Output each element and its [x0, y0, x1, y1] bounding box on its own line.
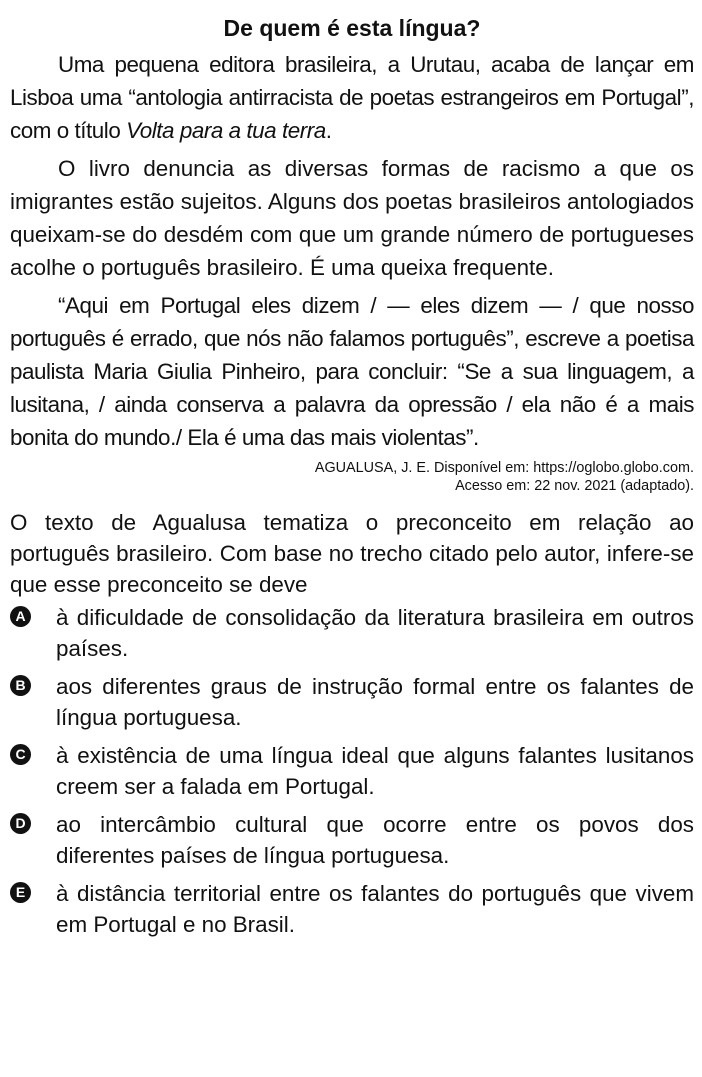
option-a-letter-icon: A — [10, 606, 31, 627]
exam-question-page — [10, 0, 694, 947]
book-title: Volta para a tua terra — [126, 118, 326, 143]
option-c-letter-icon: C — [10, 744, 31, 765]
source-line-1: AGUALUSA, J. E. Disponível em: https://oglobo.globo.com. — [314, 460, 694, 476]
option-c[interactable] — [10, 740, 694, 802]
paragraph-1 — [10, 48, 694, 147]
option-e[interactable] — [10, 878, 694, 940]
option-d-text: ao intercâmbio cultural que ocorre entre os povos dos diferentes países de língua portuguesa. — [56, 812, 694, 868]
paragraph-2: O livro denuncia as diversas formas de racismo a que os imigrantes estão sujeitos. Alguns dos poetas brasileiros antologiados queixam-se do desdém com que um grande número de portugueses acolhe o português brasileiro. É uma queixa frequente. — [10, 156, 694, 280]
paragraph-1-text-before: Uma pequena editora brasileira, a Urutau, acaba de lançar em Lisboa uma “antologia antirracista de poetas estrangeiros em Portugal”, com o título — [10, 52, 694, 143]
option-b-letter-icon: B — [10, 675, 31, 696]
option-a-text: à dificuldade de consolidação da literatura brasileira em outros países. — [56, 605, 694, 661]
option-b[interactable] — [10, 671, 694, 733]
paragraph-3: “Aqui em Portugal eles dizem / — eles dizem — / que nosso português é errado, que nós não falamos português”, escreve a poetisa paulista Maria Giulia Pinheiro, para concluir: “Se a sua linguagem, a lusitana, / ainda conserva a palavra da opressão / ela não é a mais bonita do mundo./ Ela é uma das mais violentas”. — [10, 293, 694, 450]
option-b-text: aos diferentes graus de instrução formal entre os falantes de língua portuguesa. — [56, 674, 694, 730]
option-c-text: à existência de uma língua ideal que alguns falantes lusitanos creem ser a falada em Portugal. — [56, 743, 694, 799]
option-a[interactable] — [10, 602, 694, 664]
answer-options — [10, 602, 694, 940]
question-stem: O texto de Agualusa tematiza o preconceito em relação ao português brasileiro. Com base no trecho citado pelo autor, infere-se que esse preconceito se deve — [10, 510, 694, 597]
option-e-text: à distância territorial entre os falantes do português que vivem em Portugal e no Brasil. — [56, 881, 694, 937]
source-line-2: Acesso em: 22 nov. 2021 (adaptado). — [455, 478, 694, 494]
paragraph-1-text-after: . — [325, 118, 332, 143]
option-e-letter-icon: E — [10, 882, 31, 903]
source-citation — [10, 459, 694, 495]
option-d-letter-icon: D — [10, 813, 31, 834]
option-d[interactable] — [10, 809, 694, 871]
article-title: De quem é esta língua? — [223, 15, 481, 41]
